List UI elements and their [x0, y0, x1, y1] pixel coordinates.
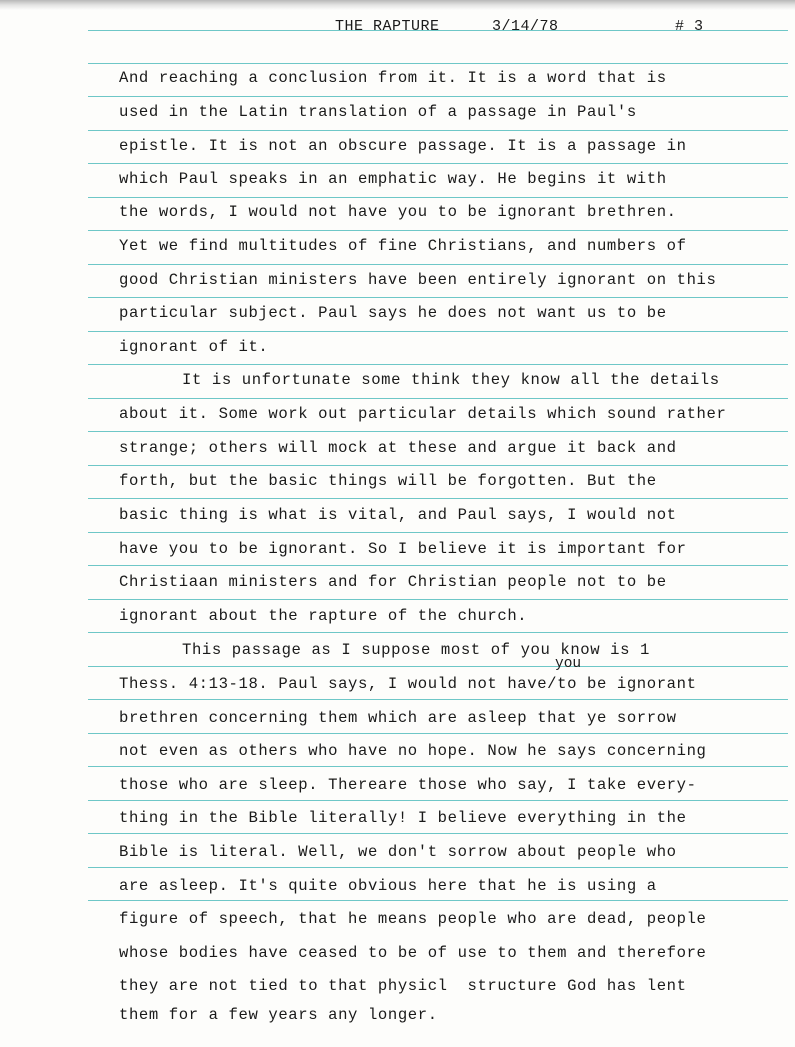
text-line: used in the Latin translation of a passage in Paul's [119, 103, 637, 121]
rule-line [88, 565, 788, 566]
text-line: Christiaan ministers and for Christian people not to be [119, 573, 667, 591]
text-line: ignorant of it. [119, 338, 269, 356]
rule-line [88, 197, 788, 198]
rule-line [88, 666, 788, 667]
rule-line [88, 766, 788, 767]
rule-line [88, 498, 788, 499]
rule-line [88, 264, 788, 265]
text-line: which Paul speaks in an emphatic way. He begins it with [119, 170, 667, 188]
rule-line [88, 465, 788, 466]
paragraph-start-line: This passage as I suppose most of you know is 1 [182, 641, 651, 659]
rule-line [88, 297, 788, 298]
text-line: thing in the Bible literally! I believe everything in the [119, 809, 687, 827]
interlinear-correction: you [555, 656, 582, 672]
page-number: # 3 [675, 18, 704, 35]
text-line: Thess. 4:13-18. Paul says, I would not have/to be ignorant [119, 675, 697, 693]
rule-line [88, 800, 788, 801]
text-line: have you to be ignorant. So I believe it is important for [119, 540, 687, 558]
scan-edge-shadow [0, 0, 795, 10]
rule-line [88, 230, 788, 231]
rule-line [88, 599, 788, 600]
text-line: good Christian ministers have been entirely ignorant on this [119, 271, 717, 289]
rule-line [88, 699, 788, 700]
rule-line [88, 130, 788, 131]
text-line: Yet we find multitudes of fine Christians, and numbers of [119, 237, 687, 255]
text-line: brethren concerning them which are asleep that ye sorrow [119, 709, 677, 727]
rule-line [88, 632, 788, 633]
text-line: particular subject. Paul says he does not want us to be [119, 304, 667, 322]
text-line: are asleep. It's quite obvious here that he is using a [119, 877, 657, 895]
rule-line [88, 431, 788, 432]
text-line: them for a few years any longer. [119, 1006, 438, 1024]
rule-line [88, 833, 788, 834]
text-line: about it. Some work out particular details which sound rather [119, 405, 727, 423]
rule-line [88, 733, 788, 734]
rule-line [88, 163, 788, 164]
text-line: ignorant about the rapture of the church. [119, 607, 528, 625]
text-line: figure of speech, that he means people who are dead, people [119, 910, 707, 928]
rule-line [88, 331, 788, 332]
rule-line [88, 867, 788, 868]
text-line: strange; others will mock at these and argue it back and [119, 439, 677, 457]
text-line: the words, I would not have you to be ignorant brethren. [119, 203, 677, 221]
rule-line [88, 96, 788, 97]
text-line: epistle. It is not an obscure passage. It is a passage in [119, 137, 687, 155]
rule-line [88, 364, 788, 365]
rule-line [88, 63, 788, 64]
text-line: those who are sleep. Thereare those who say, I take every- [119, 776, 697, 794]
text-line: not even as others who have no hope. Now he says concerning [119, 742, 707, 760]
text-line: they are not tied to that physicl structure God has lent [119, 977, 687, 995]
rule-line [88, 900, 788, 901]
paragraph-start-line: It is unfortunate some think they know all the details [182, 371, 720, 389]
document-title: THE RAPTURE [335, 18, 440, 35]
page-header [0, 18, 795, 40]
text-line: whose bodies have ceased to be of use to them and therefore [119, 944, 707, 962]
text-line: Bible is literal. Well, we don't sorrow about people who [119, 843, 677, 861]
text-line: And reaching a conclusion from it. It is a word that is [119, 69, 667, 87]
rule-line [88, 532, 788, 533]
text-line: basic thing is what is vital, and Paul says, I would not [119, 506, 677, 524]
text-line: forth, but the basic things will be forgotten. But the [119, 472, 657, 490]
document-date: 3/14/78 [492, 18, 559, 35]
rule-line [88, 398, 788, 399]
